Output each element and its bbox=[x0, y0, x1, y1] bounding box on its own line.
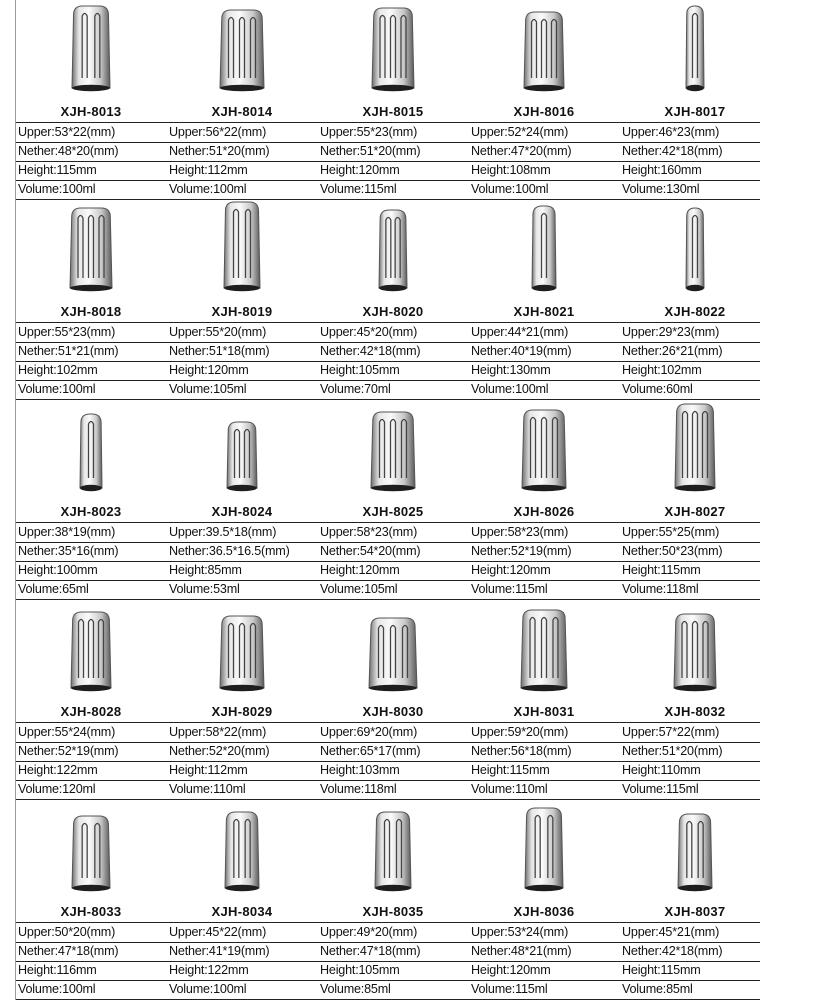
spec-nether: Nether:51*20(mm) bbox=[169, 144, 270, 158]
product-code: XJH-8025 bbox=[362, 504, 424, 519]
product-image bbox=[318, 600, 468, 702]
product-image bbox=[318, 800, 468, 902]
product-section bbox=[16, 800, 760, 1000]
product-code-row bbox=[16, 102, 760, 123]
product-code: XJH-8013 bbox=[60, 104, 122, 119]
bottle-drawing bbox=[469, 400, 619, 502]
spec-row-upper bbox=[16, 723, 760, 743]
spec-height: Height:120mm bbox=[471, 563, 551, 577]
product-image-row bbox=[16, 800, 760, 902]
product-image bbox=[620, 200, 770, 302]
spec-upper: Upper:69*20(mm) bbox=[320, 725, 418, 739]
product-image bbox=[469, 200, 619, 302]
spec-volume: Volume:85ml bbox=[320, 982, 391, 996]
spec-upper: Upper:53*22(mm) bbox=[18, 125, 116, 139]
bottle-drawing bbox=[318, 600, 468, 702]
product-code: XJH-8026 bbox=[513, 504, 575, 519]
spec-upper: Upper:55*23(mm) bbox=[18, 325, 116, 339]
spec-upper: Upper:58*22(mm) bbox=[169, 725, 267, 739]
bottle-drawing bbox=[620, 600, 770, 702]
product-image bbox=[16, 0, 166, 102]
spec-nether: Nether:52*19(mm) bbox=[471, 544, 572, 558]
bottle-drawing bbox=[167, 400, 317, 502]
spec-row-nether bbox=[16, 142, 760, 162]
spec-volume: Volume:115ml bbox=[320, 182, 397, 196]
spec-upper: Upper:29*23(mm) bbox=[622, 325, 720, 339]
bottle-drawing bbox=[16, 800, 166, 902]
bottle-drawing bbox=[16, 0, 166, 102]
spec-height: Height:115mm bbox=[622, 963, 701, 977]
product-image bbox=[16, 400, 166, 502]
spec-volume: Volume:70ml bbox=[320, 382, 391, 396]
spec-volume: Volume:65ml bbox=[18, 582, 89, 596]
bottle-drawing bbox=[469, 600, 619, 702]
spec-volume: Volume:130ml bbox=[622, 182, 700, 196]
product-code: XJH-8014 bbox=[211, 104, 273, 119]
spec-volume: Volume:100ml bbox=[471, 382, 549, 396]
product-code: XJH-8022 bbox=[664, 304, 726, 319]
spec-nether: Nether:41*19(mm) bbox=[169, 944, 270, 958]
product-code: XJH-8024 bbox=[211, 504, 273, 519]
spec-upper: Upper:45*21(mm) bbox=[622, 925, 720, 939]
spec-height: Height:110mm bbox=[622, 763, 701, 777]
bottle-drawing bbox=[620, 0, 770, 102]
spec-height: Height:108mm bbox=[471, 163, 551, 177]
bottle-drawing bbox=[167, 600, 317, 702]
spec-nether: Nether:51*18(mm) bbox=[169, 344, 270, 358]
spec-upper: Upper:39.5*18(mm) bbox=[169, 525, 277, 539]
product-code: XJH-8015 bbox=[362, 104, 424, 119]
spec-upper: Upper:49*20(mm) bbox=[320, 925, 418, 939]
product-code: XJH-8027 bbox=[664, 504, 726, 519]
product-image bbox=[167, 0, 317, 102]
spec-height: Height:160mm bbox=[622, 163, 702, 177]
spec-nether: Nether:42*18(mm) bbox=[622, 944, 723, 958]
spec-volume: Volume:100ml bbox=[471, 182, 549, 196]
spec-upper: Upper:44*21(mm) bbox=[471, 325, 569, 339]
product-image bbox=[16, 800, 166, 902]
spec-volume: Volume:100ml bbox=[18, 382, 96, 396]
product-image-row bbox=[16, 600, 760, 702]
spec-height: Height:112mm bbox=[169, 163, 248, 177]
product-code: XJH-8028 bbox=[60, 704, 122, 719]
spec-row-volume bbox=[16, 180, 760, 200]
product-image bbox=[318, 400, 468, 502]
product-code-row bbox=[16, 702, 760, 723]
product-image bbox=[469, 400, 619, 502]
product-image bbox=[318, 200, 468, 302]
product-image-row bbox=[16, 200, 760, 302]
spec-upper: Upper:55*23(mm) bbox=[320, 125, 418, 139]
spec-row-nether bbox=[16, 542, 760, 562]
spec-height: Height:120mm bbox=[169, 363, 249, 377]
product-image bbox=[16, 600, 166, 702]
spec-height: Height:115mm bbox=[622, 563, 701, 577]
bottle-drawing bbox=[469, 200, 619, 302]
spec-nether: Nether:52*20(mm) bbox=[169, 744, 270, 758]
spec-volume: Volume:100ml bbox=[169, 182, 247, 196]
spec-nether: Nether:35*16(mm) bbox=[18, 544, 119, 558]
product-image bbox=[620, 800, 770, 902]
spec-nether: Nether:42*18(mm) bbox=[622, 144, 723, 158]
bottle-drawing bbox=[318, 400, 468, 502]
product-image bbox=[620, 400, 770, 502]
spec-height: Height:122mm bbox=[18, 763, 98, 777]
spec-upper: Upper:53*24(mm) bbox=[471, 925, 569, 939]
product-code: XJH-8020 bbox=[362, 304, 424, 319]
spec-volume: Volume:60ml bbox=[622, 382, 693, 396]
spec-volume: Volume:100ml bbox=[18, 982, 96, 996]
spec-upper: Upper:58*23(mm) bbox=[471, 525, 569, 539]
spec-nether: Nether:50*23(mm) bbox=[622, 544, 723, 558]
product-image bbox=[469, 600, 619, 702]
bottle-drawing bbox=[318, 200, 468, 302]
spec-row-upper bbox=[16, 923, 760, 943]
spec-volume: Volume:100ml bbox=[169, 982, 247, 996]
product-code: XJH-8031 bbox=[513, 704, 575, 719]
spec-height: Height:105mm bbox=[320, 963, 400, 977]
spec-row-volume bbox=[16, 580, 760, 600]
product-section bbox=[16, 400, 760, 600]
product-code-row bbox=[16, 902, 760, 923]
product-code: XJH-8035 bbox=[362, 904, 424, 919]
product-image bbox=[167, 200, 317, 302]
spec-row-height bbox=[16, 961, 760, 981]
product-code: XJH-8019 bbox=[211, 304, 273, 319]
spec-volume: Volume:115ml bbox=[471, 982, 548, 996]
spec-upper: Upper:58*23(mm) bbox=[320, 525, 418, 539]
spec-nether: Nether:51*21(mm) bbox=[18, 344, 119, 358]
spec-row-height bbox=[16, 361, 760, 381]
spec-volume: Volume:53ml bbox=[169, 582, 240, 596]
spec-height: Height:115mm bbox=[471, 763, 550, 777]
product-code: XJH-8032 bbox=[664, 704, 726, 719]
spec-nether: Nether:47*18(mm) bbox=[18, 944, 119, 958]
spec-volume: Volume:118ml bbox=[320, 782, 397, 796]
spec-height: Height:120mm bbox=[471, 963, 551, 977]
product-image bbox=[167, 400, 317, 502]
spec-volume: Volume:118ml bbox=[622, 582, 699, 596]
bottle-drawing bbox=[16, 600, 166, 702]
product-code: XJH-8030 bbox=[362, 704, 424, 719]
product-section bbox=[16, 200, 760, 400]
spec-row-volume bbox=[16, 380, 760, 400]
product-image bbox=[469, 800, 619, 902]
bottle-drawing bbox=[469, 800, 619, 902]
spec-row-volume bbox=[16, 780, 760, 800]
product-section bbox=[16, 0, 760, 200]
spec-nether: Nether:54*20(mm) bbox=[320, 544, 421, 558]
spec-upper: Upper:55*25(mm) bbox=[622, 525, 720, 539]
spec-height: Height:116mm bbox=[18, 963, 97, 977]
product-code: XJH-8037 bbox=[664, 904, 726, 919]
spec-height: Height:122mm bbox=[169, 963, 249, 977]
product-code-row bbox=[16, 502, 760, 523]
bottle-drawing bbox=[620, 400, 770, 502]
spec-upper: Upper:55*20(mm) bbox=[169, 325, 267, 339]
spec-volume: Volume:105ml bbox=[320, 582, 398, 596]
product-code: XJH-8021 bbox=[513, 304, 575, 319]
spec-upper: Upper:45*20(mm) bbox=[320, 325, 418, 339]
product-image-row bbox=[16, 0, 760, 102]
product-image-row bbox=[16, 400, 760, 502]
spec-row-nether bbox=[16, 942, 760, 962]
spec-nether: Nether:40*19(mm) bbox=[471, 344, 572, 358]
spec-height: Height:130mm bbox=[471, 363, 551, 377]
spec-volume: Volume:105ml bbox=[169, 382, 247, 396]
product-image bbox=[469, 0, 619, 102]
spec-height: Height:120mm bbox=[320, 163, 400, 177]
spec-row-nether bbox=[16, 742, 760, 762]
spec-row-volume bbox=[16, 980, 760, 1000]
spec-nether: Nether:47*18(mm) bbox=[320, 944, 421, 958]
product-image bbox=[167, 800, 317, 902]
spec-height: Height:102mm bbox=[622, 363, 702, 377]
spec-row-upper bbox=[16, 523, 760, 543]
product-code: XJH-8018 bbox=[60, 304, 122, 319]
spec-height: Height:112mm bbox=[169, 763, 248, 777]
product-image bbox=[167, 600, 317, 702]
product-image bbox=[16, 200, 166, 302]
bottle-drawing bbox=[620, 800, 770, 902]
product-code-row bbox=[16, 302, 760, 323]
spec-upper: Upper:50*20(mm) bbox=[18, 925, 116, 939]
spec-row-height bbox=[16, 761, 760, 781]
spec-height: Height:100mm bbox=[18, 563, 98, 577]
spec-upper: Upper:57*22(mm) bbox=[622, 725, 720, 739]
spec-height: Height:120mm bbox=[320, 563, 400, 577]
spec-height: Height:105mm bbox=[320, 363, 400, 377]
bottle-drawing bbox=[16, 400, 166, 502]
spec-nether: Nether:65*17(mm) bbox=[320, 744, 421, 758]
product-code: XJH-8033 bbox=[60, 904, 122, 919]
spec-row-height bbox=[16, 161, 760, 181]
bottle-drawing bbox=[16, 200, 166, 302]
spec-upper: Upper:59*20(mm) bbox=[471, 725, 569, 739]
spec-height: Height:115mm bbox=[18, 163, 97, 177]
spec-volume: Volume:110ml bbox=[169, 782, 246, 796]
spec-nether: Nether:48*20(mm) bbox=[18, 144, 119, 158]
bottle-drawing bbox=[167, 0, 317, 102]
product-code: XJH-8034 bbox=[211, 904, 273, 919]
spec-nether: Nether:56*18(mm) bbox=[471, 744, 572, 758]
product-code: XJH-8016 bbox=[513, 104, 575, 119]
spec-nether: Nether:26*21(mm) bbox=[622, 344, 723, 358]
bottle-drawing bbox=[469, 0, 619, 102]
bottle-drawing bbox=[620, 200, 770, 302]
spec-volume: Volume:100ml bbox=[18, 182, 96, 196]
bottle-drawing bbox=[167, 200, 317, 302]
spec-height: Height:103mm bbox=[320, 763, 400, 777]
spec-nether: Nether:48*21(mm) bbox=[471, 944, 572, 958]
spec-nether: Nether:36.5*16.5(mm) bbox=[169, 544, 290, 558]
bottle-drawing bbox=[167, 800, 317, 902]
spec-nether: Nether:51*20(mm) bbox=[622, 744, 723, 758]
spec-upper: Upper:45*22(mm) bbox=[169, 925, 267, 939]
spec-height: Height:102mm bbox=[18, 363, 98, 377]
spec-row-upper bbox=[16, 123, 760, 143]
product-code: XJH-8017 bbox=[664, 104, 726, 119]
spec-volume: Volume:120ml bbox=[18, 782, 96, 796]
spec-volume: Volume:115ml bbox=[622, 782, 699, 796]
bottle-drawing bbox=[318, 800, 468, 902]
spec-row-nether bbox=[16, 342, 760, 362]
product-code: XJH-8023 bbox=[60, 504, 122, 519]
spec-nether: Nether:42*18(mm) bbox=[320, 344, 421, 358]
product-code: XJH-8036 bbox=[513, 904, 575, 919]
product-section bbox=[16, 600, 760, 800]
spec-row-height bbox=[16, 561, 760, 581]
spec-volume: Volume:115ml bbox=[471, 582, 548, 596]
product-image bbox=[620, 0, 770, 102]
product-code: XJH-8029 bbox=[211, 704, 273, 719]
spec-upper: Upper:56*22(mm) bbox=[169, 125, 267, 139]
spec-row-upper bbox=[16, 323, 760, 343]
spec-upper: Upper:46*23(mm) bbox=[622, 125, 720, 139]
spec-nether: Nether:51*20(mm) bbox=[320, 144, 421, 158]
spec-upper: Upper:52*24(mm) bbox=[471, 125, 569, 139]
spec-volume: Volume:85ml bbox=[622, 982, 693, 996]
spec-volume: Volume:110ml bbox=[471, 782, 548, 796]
bottle-drawing bbox=[318, 0, 468, 102]
spec-upper: Upper:38*19(mm) bbox=[18, 525, 116, 539]
product-image bbox=[620, 600, 770, 702]
spec-nether: Nether:52*19(mm) bbox=[18, 744, 119, 758]
spec-nether: Nether:47*20(mm) bbox=[471, 144, 572, 158]
spec-height: Height:85mm bbox=[169, 563, 242, 577]
spec-upper: Upper:55*24(mm) bbox=[18, 725, 116, 739]
product-image bbox=[318, 0, 468, 102]
product-spec-sheet bbox=[16, 0, 760, 1000]
